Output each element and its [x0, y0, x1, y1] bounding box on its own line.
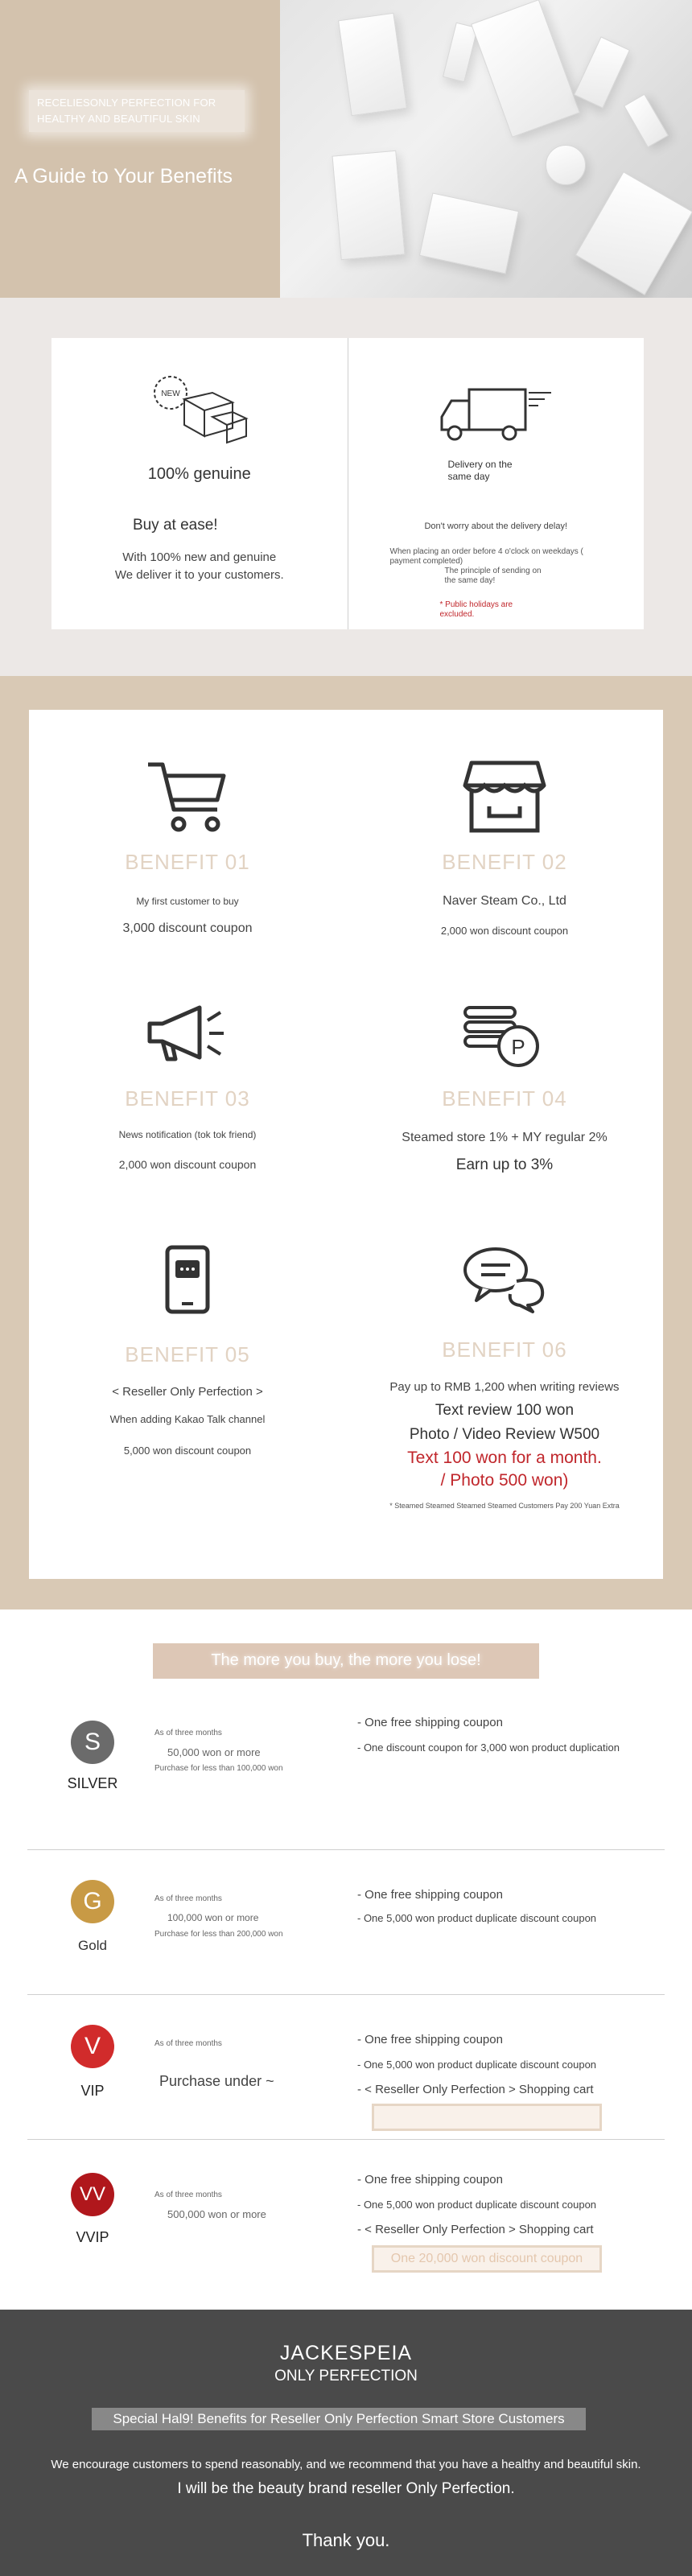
tier-benefit1: - One free shipping coupon: [357, 2033, 503, 2046]
product-box: [419, 192, 519, 274]
benefit-02: [346, 756, 663, 937]
vip-coupon-box: [372, 2104, 602, 2131]
product-jar: [546, 145, 586, 185]
hero-product-photo: [280, 0, 692, 298]
delivery-line3: The principle of sending on: [444, 567, 542, 575]
tier-benefit1: - One free shipping coupon: [357, 1888, 503, 1902]
benefit-title: BENEFIT 03: [125, 1086, 250, 1111]
tier-cond2: Purchase under ~: [159, 2073, 274, 2089]
footer-brand: JACKESPEIA: [279, 2342, 413, 2364]
tier-benefit2: - One 5,000 won product duplicate discount coupon: [357, 2059, 597, 2071]
tier-name: VVIP: [76, 2229, 109, 2245]
hero-tagline-line2: HEALTHY AND BEAUTIFUL SKIN: [37, 113, 200, 125]
benefit-line2: Text review 100 won: [435, 1402, 575, 1419]
benefit-line1: My first customer to buy: [136, 896, 239, 907]
store-icon: [460, 756, 549, 837]
tier-cond2: 100,000 won or more: [167, 1912, 259, 1923]
silver-badge: S: [71, 1721, 114, 1764]
genuine-title: 100% genuine: [147, 465, 251, 483]
delivery-line1: When placing an order before 4 o'clock on weekdays (: [389, 547, 583, 556]
footer: [0, 2310, 692, 2576]
delivery-heading: Don't worry about the delivery delay!: [424, 521, 568, 531]
footer-highlight: Special Hal9! Benefits for Reseller Only Perfection Smart Store Customers: [92, 2408, 586, 2430]
product-bottle: [574, 36, 630, 108]
tier-cond1: As of three months: [154, 2039, 222, 2048]
benefit-01: [29, 756, 346, 936]
benefit-line4: Text 100 won for a month.: [407, 1449, 602, 1467]
benefit-03: [29, 1001, 346, 1171]
benefit-title: BENEFIT 04: [442, 1086, 567, 1111]
membership-tiers-section: [0, 1609, 692, 2310]
tier-name: Gold: [78, 1938, 107, 1953]
footer-paragraph2: I will be the beauty brand reseller Only Perfection.: [177, 2480, 515, 2497]
delivery-title-line1: Delivery on the: [447, 459, 513, 470]
footer-subtitle: ONLY PERFECTION: [274, 2368, 418, 2384]
hero-section: [0, 0, 692, 298]
hero-tagline-line1: RECELIESONLY PERFECTION FOR: [37, 97, 216, 109]
benefit-05: [29, 1244, 346, 1457]
hero-title: A Guide to Your Benefits: [14, 165, 233, 188]
benefit-line5: / Photo 500 won): [440, 1471, 569, 1490]
tier-cond2: 500,000 won or more: [167, 2208, 266, 2220]
tier-benefit3: - < Reseller Only Perfection > Shopping cart: [357, 2083, 594, 2096]
delivery-note2: excluded.: [439, 610, 475, 619]
benefit-line3: Photo / Video Review W500: [409, 1426, 600, 1443]
benefit-line2: 3,000 discount coupon: [122, 921, 253, 935]
megaphone-icon: [143, 1001, 232, 1065]
tier-silver: [0, 1704, 692, 1849]
tier-benefit1: - One free shipping coupon: [357, 1716, 503, 1729]
gold-badge: G: [71, 1880, 114, 1923]
benefit-06: [346, 1244, 663, 1510]
tier-gold: [0, 1849, 692, 1994]
footer-paragraph1: We encourage customers to spend reasonably, and we recommend that you have a healthy and beautiful skin.: [51, 2458, 641, 2471]
boxes-icon: [148, 369, 253, 449]
benefit-line1: Steamed store 1% + MY regular 2%: [402, 1131, 608, 1144]
benefit-line1: News notification (tok tok friend): [118, 1129, 257, 1140]
product-box: [575, 171, 692, 295]
tier-name: VIP: [80, 2083, 105, 2099]
product-bottle: [624, 94, 669, 148]
tier-benefit2: - One 5,000 won product duplicate discount coupon: [357, 2199, 597, 2211]
mobile-chat-icon: [143, 1244, 232, 1315]
benefit-note: * Steamed Steamed Steamed Steamed Customers Pay 200 Yuan Extra: [389, 1502, 620, 1510]
delivery-note1: * Public holidays are: [439, 600, 513, 609]
delivery-title-line2: same day: [447, 471, 490, 482]
benefit-line2: Earn up to 3%: [455, 1156, 554, 1173]
hero-tagline-box: [29, 90, 245, 132]
coin-letter: P: [511, 1035, 525, 1059]
benefit-line2: When adding Kakao Talk channel: [109, 1413, 266, 1425]
tier-cond1: As of three months: [154, 2191, 222, 2199]
benefits-section: [0, 676, 692, 1609]
tier-benefit2: - One discount coupon for 3,000 won product duplication: [357, 1741, 620, 1754]
genuine-line1: With 100% new and genuine: [122, 550, 277, 564]
tiers-banner: [153, 1643, 539, 1679]
benefit-line1: Pay up to RMB 1,200 when writing reviews: [389, 1380, 620, 1394]
tier-name: SILVER: [67, 1775, 118, 1791]
tier-cond2: 50,000 won or more: [167, 1746, 261, 1758]
tier-cond3: Purchase for less than 200,000 won: [154, 1930, 283, 1939]
genuine-column: [51, 338, 348, 629]
benefit-title: BENEFIT 06: [442, 1337, 567, 1362]
product-box: [332, 150, 405, 260]
cart-icon: [143, 756, 232, 837]
hero-text-panel: [0, 0, 280, 298]
benefit-title: BENEFIT 01: [125, 850, 250, 874]
truck-icon: [437, 383, 558, 447]
tier-cond1: As of three months: [154, 1894, 222, 1903]
speech-bubbles-icon: [460, 1244, 549, 1313]
tier-cond3: Purchase for less than 100,000 won: [154, 1764, 283, 1773]
tier-benefit3: - < Reseller Only Perfection > Shopping cart: [357, 2223, 594, 2236]
benefit-line1: < Reseller Only Perfection >: [112, 1385, 263, 1399]
benefit-line2: 2,000 won discount coupon: [118, 1158, 257, 1171]
product-box: [338, 13, 407, 117]
delivery-line2: payment completed): [389, 557, 463, 566]
product-box: [471, 0, 580, 138]
delivery-column: [348, 338, 645, 629]
guarantee-section: [0, 298, 692, 676]
vip-badge: V: [71, 2025, 114, 2068]
guarantee-card: [51, 338, 644, 629]
delivery-line4: the same day!: [444, 576, 496, 585]
benefit-title: BENEFIT 02: [442, 850, 567, 874]
tier-benefit2: - One 5,000 won product duplicate discount coupon: [357, 1912, 597, 1924]
genuine-heading: Buy at ease!: [132, 517, 218, 534]
new-stamp-text: NEW: [161, 389, 180, 398]
vvip-badge: VV: [71, 2173, 114, 2216]
benefit-line2: 2,000 won discount coupon: [440, 925, 569, 937]
genuine-line2: We deliver it to your customers.: [114, 568, 284, 582]
coins-icon: [460, 1003, 549, 1070]
tier-vvip: [0, 2139, 692, 2284]
tiers-banner-text: The more you buy, the more you lose!: [211, 1651, 481, 1669]
footer-thanks: Thank you.: [302, 2530, 390, 2550]
benefit-title: BENEFIT 05: [125, 1342, 250, 1366]
tier-cond1: As of three months: [154, 1729, 222, 1737]
vvip-coupon-box: One 20,000 won discount coupon: [372, 2245, 602, 2273]
tier-benefit1: - One free shipping coupon: [357, 2173, 503, 2187]
benefit-line3: 5,000 won discount coupon: [123, 1445, 252, 1457]
benefit-04: [346, 1003, 663, 1174]
benefits-card: [29, 710, 663, 1579]
tier-vip: [0, 1994, 692, 2139]
benefit-line1: Naver Steam Co., Ltd: [443, 894, 566, 908]
